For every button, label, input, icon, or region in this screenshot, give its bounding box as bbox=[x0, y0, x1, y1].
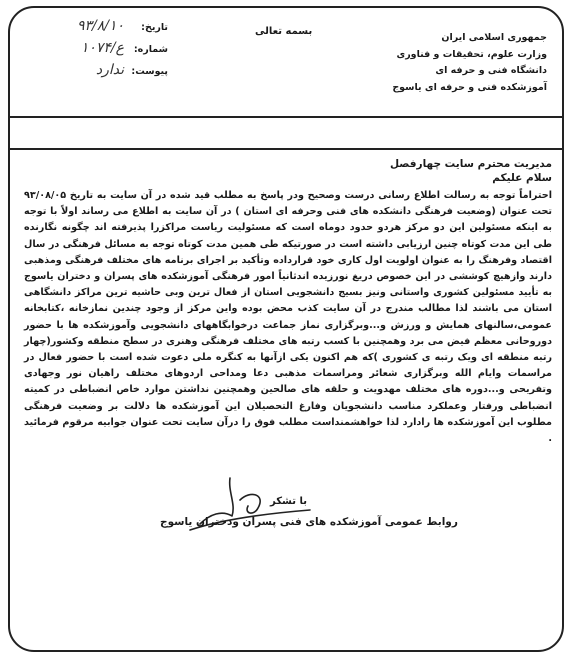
number-value: ۱۰۷۴/ع bbox=[80, 40, 124, 56]
date-value: ۹۳/۸/۱۰ bbox=[76, 18, 124, 34]
date-row bbox=[28, 18, 168, 40]
greeting: سلام علیکم bbox=[492, 172, 552, 184]
header-divider-top bbox=[10, 116, 562, 118]
ministry-line-college: آموزشکده فنی و حرفه ای یاسوج bbox=[392, 81, 547, 93]
letter-meta bbox=[28, 18, 168, 84]
number-row bbox=[28, 40, 168, 62]
number-label: شماره: bbox=[133, 44, 168, 55]
signoff: با تشکر bbox=[270, 496, 307, 507]
ministry-line-university: دانشگاه فنی و حرفه ای bbox=[435, 65, 547, 76]
ministry-line-ministry: وزارت علوم، تحقیقات و فناوری bbox=[396, 48, 547, 60]
letter-text: احتراماً توجه به رسالت اطلاع رسانی درست وصحیح ودر پاسخ به مطلب قید شده در آن سایت به تاریخ ۹۳/۰۸/۰۵ تحت عنوان (وضعیت فرهنگی دانشکده های فنی وحرفه ای استان ) در آن سایت به اطلاع می رساند اولاً با توجه به اینکه مسئولین این دو مرکز هردو حدود دوماه است که مسئولیت ریاست مراکزرا پذیرفته اند چگونه نگارنده طی این مدت کوتاه چنین ارزیابی داشته است در صورتیکه طی همین مدت کوتاه توجه به مسائل فرهنگی در سال اقتصاد وفرهنگ را به عنوان اولویت اول کاری خود قرارداده وتأکید بر اجرای برنامه های مختلف فرهنگی ومذهبی دارند وازهیچ کوششی در این خصوص دریغ نورزیده اندثانیاً امور فرهنگی آموزشکده های پسران و دختران یاسوج به تأیید مسئولین کشوری واستانی ونیز بسیج دانشجویی استان از فعال ترین وبی حاشیه ترین مراکز دانشگاهی استان می باشند لذا مطالب مندرج در آن سایت کذب محض بوده واین مرکز از وجود چندین نمازخانه ،کتابخانه عمومی،سالنهای همایش و ورزش و...وبرگزاری نماز جماعت درخوابگاههای دانشجویی وآموزشکده ها با حضور دوروحانی معظم فیض می برد وهمچنین با کسب رتبه های مختلف فرهنگی وهنری در سطح منطقه وکشور(چهار رتبه منطقه ای ویک رتبه ی کشوری )که هم اکنون یکی ازآنها به کنگره ملی دعوت شده است با حضور فعال در مراسمات وایام الله وبرگزاری شعائر ومراسمات مذهبی دعا ومداحی اردوهای مختلف راهیان نور وجهادی وتفریحی و...دوره های مختلف مهدویت و حلقه های صالحین وهمچنین نداشتن موارد خاص انضباطی در کمیته انضباطی ورفتار وعملکرد مناسب دانشجویان وفارغ التحصیلان این آموزشکده ها دلالت بر وضعیت فرهنگی مطلوب این آموزشکده ها رادارد لذا خواهشمنداست مطلب فوق را درآن سایت تحت عنوان جوابیه مرقوم فرمائید . bbox=[24, 190, 552, 445]
bismillah-heading: بسمه تعالی bbox=[255, 26, 313, 37]
salutation: مدیریت محترم سایت چهارفصل bbox=[389, 158, 552, 170]
ministry-line-country: جمهوری اسلامی ایران bbox=[441, 32, 547, 43]
attachment-label: پیوست: bbox=[131, 66, 168, 77]
attachment-row bbox=[28, 62, 168, 84]
attachment-value: ندارد bbox=[95, 62, 124, 78]
header-divider-bottom bbox=[10, 148, 562, 150]
date-label: تاریخ: bbox=[141, 22, 168, 33]
ministry-header bbox=[317, 30, 547, 96]
letter-body bbox=[24, 158, 552, 447]
signature-line: روابط عمومی آموزشکده های فنی پسران ودختران یاسوج bbox=[160, 516, 458, 528]
